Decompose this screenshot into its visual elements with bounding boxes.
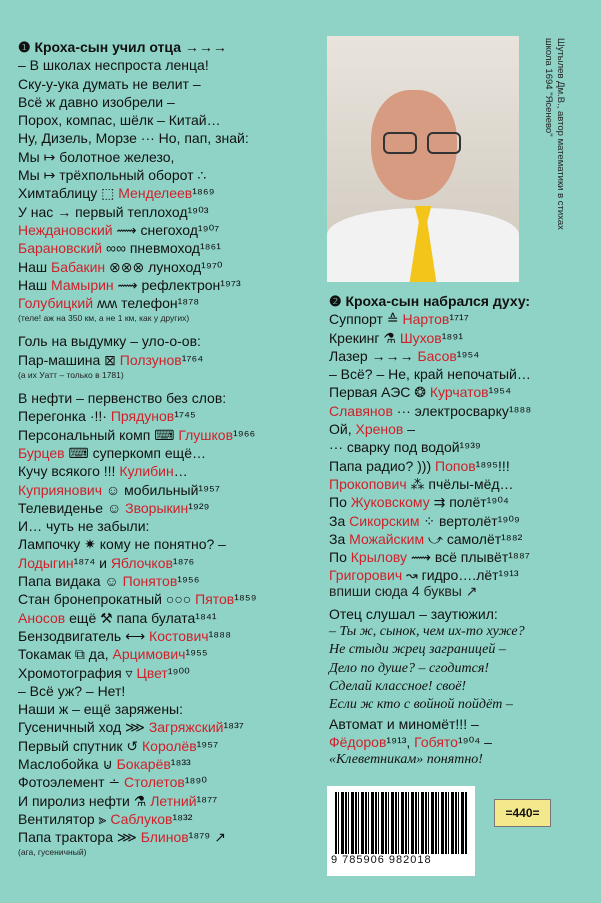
left-line: Порох, компас, шёлк – Китай…	[18, 112, 221, 129]
right-line: Суппорт ≙ Нартов¹⁷¹⁷	[329, 311, 469, 328]
left-poem	[18, 38, 313, 858]
left-line: Перегонка ·!!· Прядунов¹⁷⁴⁵	[18, 408, 196, 425]
right-line: Дело по душе? – сгодится!	[329, 660, 490, 676]
right-line: «Клеветникам» понятно!	[329, 752, 483, 768]
right-line: Фёдоров¹⁹¹³, Гобято¹⁹⁰⁴ –	[329, 733, 492, 750]
left-line: Всё ж давно изобрели –	[18, 93, 175, 110]
right-line: – Всё? – Не, край непочатый…	[329, 366, 531, 383]
right-line: По Жуковскому ⇉ полёт¹⁹⁰⁴	[329, 494, 509, 511]
left-line: Аносов ещё ⚒ папа булата¹⁸⁴¹	[18, 609, 217, 626]
right-line: По Крылову ⟿ всё плывёт¹⁸⁸⁷	[329, 549, 530, 566]
right-line: Отец слушал – заутюжил:	[329, 605, 498, 622]
caption-line-1: Шутылев Дм.В., автор математики в стихах	[555, 38, 566, 230]
left-line	[18, 381, 313, 389]
left-line: Пар-машина ⊠ Ползунов¹⁷⁶⁴	[18, 351, 204, 368]
right-line: Ой, Хренов –	[329, 421, 416, 438]
right-line: Лазер →→→ Басов¹⁹⁵⁴	[329, 347, 480, 364]
barcode	[327, 786, 475, 876]
left-line: Персональный комп ⌨ Глушков¹⁹⁶⁶	[18, 426, 256, 443]
left-line: ❶ Кроха-сын учил отца →→→	[18, 39, 227, 55]
left-line: Неждановский ⟿ снегоход¹⁹⁰⁷	[18, 221, 220, 238]
left-line: Бурцев ⌨ суперкомп ещё…	[18, 444, 206, 461]
left-line: Маслобойка ⊍ Бокарёв¹⁸³³	[18, 755, 191, 772]
left-line: Хромотография ▿ Цвет¹⁹⁰⁰	[18, 664, 190, 681]
left-line: Гусеничный ход ⋙ Загряжский¹⁸³⁷	[18, 719, 244, 736]
right-line: ❷ Кроха-сын набрался духу:	[329, 293, 531, 309]
left-line: Бензодвигатель ⟷ Костович¹⁸⁸⁸	[18, 627, 231, 644]
right-line: За Можайским ⤻ самолёт¹⁸⁸²	[329, 530, 523, 547]
right-line: Григорович ↝ гидро….лёт¹⁹¹³	[329, 567, 519, 584]
right-line: – Ты ж, сынок, чем их-то хуже?	[329, 624, 525, 640]
left-line: Химтаблицу ⬚ Менделеев¹⁸⁶⁹	[18, 185, 215, 202]
right-line: Если ж кто с войной пойдёт –	[329, 697, 513, 713]
left-line: Наши ж – ещё заряжены:	[18, 701, 183, 718]
left-line: В нефти – первенство без слов:	[18, 390, 227, 407]
left-line: Наш Бабакин ⊗⊗⊗ луноход¹⁹⁷⁰	[18, 258, 223, 275]
right-line: Автомат и миномёт!!! –	[329, 715, 479, 732]
price-label: =440=	[494, 799, 551, 827]
left-line: И… чуть не забыли:	[18, 518, 150, 535]
left-line: И пиролиз нефти ⚗ Летний¹⁸⁷⁷	[18, 792, 218, 809]
left-line	[18, 324, 313, 332]
left-line: Голубицкий ʍʍ телефон¹⁸⁷⁸	[18, 295, 200, 312]
left-line: Мы ↦ трёхпольный оборот ∴	[18, 167, 207, 184]
barcode-bars	[335, 792, 467, 854]
left-line: Наш Мамырин ⟿ рефлектрон¹⁹⁷³	[18, 276, 241, 293]
left-line: – Всё уж? – Нет!	[18, 682, 126, 699]
left-line: Фотоэлемент ∸ Столетов¹⁸⁹⁰	[18, 774, 208, 791]
left-line: Куприянович ☺ мобильный¹⁹⁵⁷	[18, 481, 220, 498]
right-line: Папа радио? ))) Попов¹⁸⁹⁵!!!	[329, 457, 510, 474]
left-line: Голь на выдумку – уло-о-ов:	[18, 333, 201, 350]
left-line: Папа трактора ⋙ Блинов¹⁸⁷⁹ ↗	[18, 829, 226, 846]
barcode-number: 9 785906 982018	[331, 854, 432, 866]
left-line: Папа видака ☺ Понятов¹⁹⁵⁶	[18, 573, 200, 590]
left-line: Первый спутник ↺ Королёв¹⁹⁵⁷	[18, 737, 219, 754]
left-line: У нас → первый теплоход¹⁹⁰³	[18, 203, 209, 220]
right-line: Сделай классное! своё!	[329, 678, 467, 694]
glasses-right	[427, 132, 461, 154]
left-line: (теле! аж на 350 км, а не 1 км, как у других)	[18, 313, 190, 324]
left-line: Барановский ∞∞ пневмоход¹⁸⁶¹	[18, 240, 221, 257]
left-line: Лампочку ✷ кому не понятно? –	[18, 536, 226, 553]
right-line: Крекинг ⚗ Шухов¹⁸⁹¹	[329, 329, 463, 346]
left-line: Вентилятор ⫸ Саблуков¹⁸³²	[18, 810, 193, 827]
left-line: Ску-у-ука думать не велит –	[18, 75, 201, 92]
left-line: Телевиденье ☺ Зворыкин¹⁹²⁹	[18, 499, 210, 516]
right-line: За Сикорским ⁘ вертолёт¹⁹⁰⁹	[329, 512, 520, 529]
right-line: Первая АЭС ❂ Курчатов¹⁹⁵⁴	[329, 384, 512, 401]
left-line: – В школах неспроста ленца!	[18, 57, 209, 74]
left-line: (ага, гусеничный)	[18, 847, 87, 858]
right-line: Не стыди жрец заграницей –	[329, 642, 506, 658]
author-photo	[327, 36, 519, 282]
left-line: Кучу всякого !!! Кулибин…	[18, 463, 188, 480]
photo-caption	[514, 38, 574, 284]
glasses-left	[383, 132, 417, 154]
left-line: Мы ↦ болотное железо,	[18, 148, 175, 165]
left-line: Лодыгин¹⁸⁷⁴ и Яблочков¹⁸⁷⁶	[18, 554, 195, 571]
right-poem	[329, 292, 591, 769]
left-line: Стан бронепрокатный ○○○ Пятов¹⁸⁵⁹	[18, 591, 257, 608]
right-line: Славянов ··· электросварку¹⁸⁸⁸	[329, 402, 532, 419]
left-line: Токамак ⧉ да, Арцимович¹⁹⁵⁵	[18, 646, 208, 663]
right-line: Прокопович ⁂ пчёлы-мёд…	[329, 475, 514, 492]
right-line: впиши сюда 4 буквы ↗	[329, 582, 478, 599]
left-line: (а их Уатт – только в 1781)	[18, 370, 124, 381]
left-line: Ну, Дизель, Морзе ··· Но, пап, знай:	[18, 130, 249, 147]
caption-line-2: школа 1694 "Ясенево"	[543, 38, 554, 137]
right-line: ··· сварку под водой¹⁹³⁹	[329, 439, 481, 456]
